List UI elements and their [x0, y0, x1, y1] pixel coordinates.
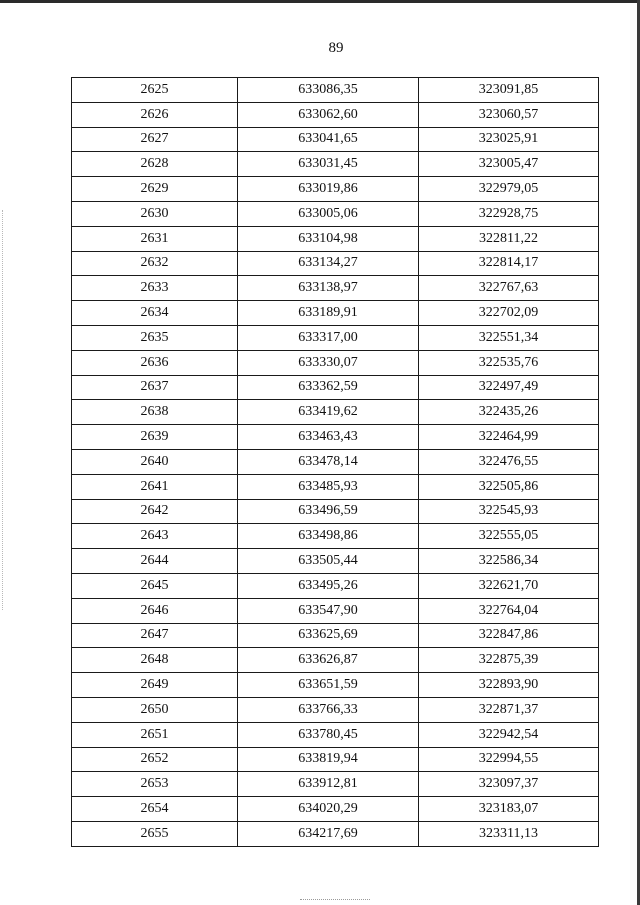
- scan-artifact-bottom: [300, 899, 370, 901]
- point-number-cell: 2642: [72, 499, 238, 524]
- table-row: [72, 251, 599, 276]
- point-number-cell: 2644: [72, 549, 238, 574]
- x-coordinate-cell: 633547,90: [238, 598, 419, 623]
- point-number-cell: 2641: [72, 474, 238, 499]
- point-number-cell: 2634: [72, 301, 238, 326]
- x-coordinate-cell: 633005,06: [238, 201, 419, 226]
- x-coordinate-cell: 633463,43: [238, 425, 419, 450]
- point-number-cell: 2639: [72, 425, 238, 450]
- x-coordinate-cell: 633780,45: [238, 722, 419, 747]
- point-number-cell: 2630: [72, 201, 238, 226]
- x-coordinate-cell: 634020,29: [238, 797, 419, 822]
- y-coordinate-cell: 322767,63: [419, 276, 599, 301]
- table-row: [72, 301, 599, 326]
- y-coordinate-cell: 323097,37: [419, 772, 599, 797]
- point-number-cell: 2647: [72, 623, 238, 648]
- x-coordinate-cell: 633505,44: [238, 549, 419, 574]
- x-coordinate-cell: 633766,33: [238, 697, 419, 722]
- x-coordinate-cell: 633496,59: [238, 499, 419, 524]
- point-number-cell: 2652: [72, 747, 238, 772]
- x-coordinate-cell: 633626,87: [238, 648, 419, 673]
- x-coordinate-cell: 633362,59: [238, 375, 419, 400]
- y-coordinate-cell: 322476,55: [419, 449, 599, 474]
- x-coordinate-cell: 633041,65: [238, 127, 419, 152]
- table-row: [72, 573, 599, 598]
- y-coordinate-cell: 322555,05: [419, 524, 599, 549]
- point-number-cell: 2643: [72, 524, 238, 549]
- table-row: [72, 276, 599, 301]
- table-row: [72, 400, 599, 425]
- point-number-cell: 2646: [72, 598, 238, 623]
- y-coordinate-cell: 322505,86: [419, 474, 599, 499]
- point-number-cell: 2635: [72, 325, 238, 350]
- x-coordinate-cell: 633485,93: [238, 474, 419, 499]
- y-coordinate-cell: 322586,34: [419, 549, 599, 574]
- x-coordinate-cell: 633651,59: [238, 673, 419, 698]
- table-row: [72, 821, 599, 846]
- x-coordinate-cell: 633330,07: [238, 350, 419, 375]
- x-coordinate-cell: 633419,62: [238, 400, 419, 425]
- y-coordinate-cell: 322702,09: [419, 301, 599, 326]
- point-number-cell: 2651: [72, 722, 238, 747]
- x-coordinate-cell: 633495,26: [238, 573, 419, 598]
- table-row: [72, 78, 599, 103]
- y-coordinate-cell: 322875,39: [419, 648, 599, 673]
- table-row: [72, 598, 599, 623]
- scan-border-top: [0, 0, 640, 3]
- y-coordinate-cell: 323091,85: [419, 78, 599, 103]
- y-coordinate-cell: 322551,34: [419, 325, 599, 350]
- y-coordinate-cell: 322847,86: [419, 623, 599, 648]
- x-coordinate-cell: 633104,98: [238, 226, 419, 251]
- x-coordinate-cell: 633819,94: [238, 747, 419, 772]
- y-coordinate-cell: 322764,04: [419, 598, 599, 623]
- table-row: [72, 449, 599, 474]
- page-number: 89: [328, 40, 344, 56]
- point-number-cell: 2650: [72, 697, 238, 722]
- x-coordinate-cell: 633019,86: [238, 177, 419, 202]
- table-row: [72, 499, 599, 524]
- y-coordinate-cell: 322811,22: [419, 226, 599, 251]
- coordinates-table: [71, 77, 599, 847]
- table-row: [72, 697, 599, 722]
- table-row: [72, 524, 599, 549]
- table-row: [72, 722, 599, 747]
- table-row: [72, 375, 599, 400]
- x-coordinate-cell: 633478,14: [238, 449, 419, 474]
- table-row: [72, 549, 599, 574]
- table-row: [72, 425, 599, 450]
- point-number-cell: 2648: [72, 648, 238, 673]
- point-number-cell: 2636: [72, 350, 238, 375]
- x-coordinate-cell: 633912,81: [238, 772, 419, 797]
- point-number-cell: 2629: [72, 177, 238, 202]
- y-coordinate-cell: 323311,13: [419, 821, 599, 846]
- y-coordinate-cell: 322545,93: [419, 499, 599, 524]
- y-coordinate-cell: 322928,75: [419, 201, 599, 226]
- y-coordinate-cell: 323060,57: [419, 102, 599, 127]
- x-coordinate-cell: 633317,00: [238, 325, 419, 350]
- point-number-cell: 2653: [72, 772, 238, 797]
- table-row: [72, 648, 599, 673]
- y-coordinate-cell: 323183,07: [419, 797, 599, 822]
- point-number-cell: 2625: [72, 78, 238, 103]
- table-row: [72, 747, 599, 772]
- table-row: [72, 325, 599, 350]
- y-coordinate-cell: 322893,90: [419, 673, 599, 698]
- point-number-cell: 2628: [72, 152, 238, 177]
- y-coordinate-cell: 322497,49: [419, 375, 599, 400]
- y-coordinate-cell: 322942,54: [419, 722, 599, 747]
- y-coordinate-cell: 323025,91: [419, 127, 599, 152]
- table-row: [72, 102, 599, 127]
- point-number-cell: 2632: [72, 251, 238, 276]
- table-row: [72, 226, 599, 251]
- table-row: [72, 623, 599, 648]
- coordinates-table-body: [72, 78, 599, 847]
- x-coordinate-cell: 633189,91: [238, 301, 419, 326]
- y-coordinate-cell: 323005,47: [419, 152, 599, 177]
- y-coordinate-cell: 322994,55: [419, 747, 599, 772]
- y-coordinate-cell: 322814,17: [419, 251, 599, 276]
- point-number-cell: 2637: [72, 375, 238, 400]
- x-coordinate-cell: 633086,35: [238, 78, 419, 103]
- point-number-cell: 2638: [72, 400, 238, 425]
- table-row: [72, 177, 599, 202]
- point-number-cell: 2640: [72, 449, 238, 474]
- point-number-cell: 2627: [72, 127, 238, 152]
- table-row: [72, 474, 599, 499]
- point-number-cell: 2655: [72, 821, 238, 846]
- scan-artifact-left: [2, 210, 4, 610]
- table-row: [72, 127, 599, 152]
- y-coordinate-cell: 322621,70: [419, 573, 599, 598]
- table-row: [72, 673, 599, 698]
- table-row: [72, 772, 599, 797]
- y-coordinate-cell: 322535,76: [419, 350, 599, 375]
- y-coordinate-cell: 322435,26: [419, 400, 599, 425]
- x-coordinate-cell: 633031,45: [238, 152, 419, 177]
- x-coordinate-cell: 633138,97: [238, 276, 419, 301]
- y-coordinate-cell: 322979,05: [419, 177, 599, 202]
- point-number-cell: 2645: [72, 573, 238, 598]
- y-coordinate-cell: 322871,37: [419, 697, 599, 722]
- x-coordinate-cell: 633498,86: [238, 524, 419, 549]
- point-number-cell: 2626: [72, 102, 238, 127]
- point-number-cell: 2631: [72, 226, 238, 251]
- x-coordinate-cell: 633062,60: [238, 102, 419, 127]
- y-coordinate-cell: 322464,99: [419, 425, 599, 450]
- point-number-cell: 2654: [72, 797, 238, 822]
- table-row: [72, 201, 599, 226]
- table-row: [72, 797, 599, 822]
- x-coordinate-cell: 633134,27: [238, 251, 419, 276]
- point-number-cell: 2633: [72, 276, 238, 301]
- point-number-cell: 2649: [72, 673, 238, 698]
- table-row: [72, 350, 599, 375]
- x-coordinate-cell: 633625,69: [238, 623, 419, 648]
- table-row: [72, 152, 599, 177]
- x-coordinate-cell: 634217,69: [238, 821, 419, 846]
